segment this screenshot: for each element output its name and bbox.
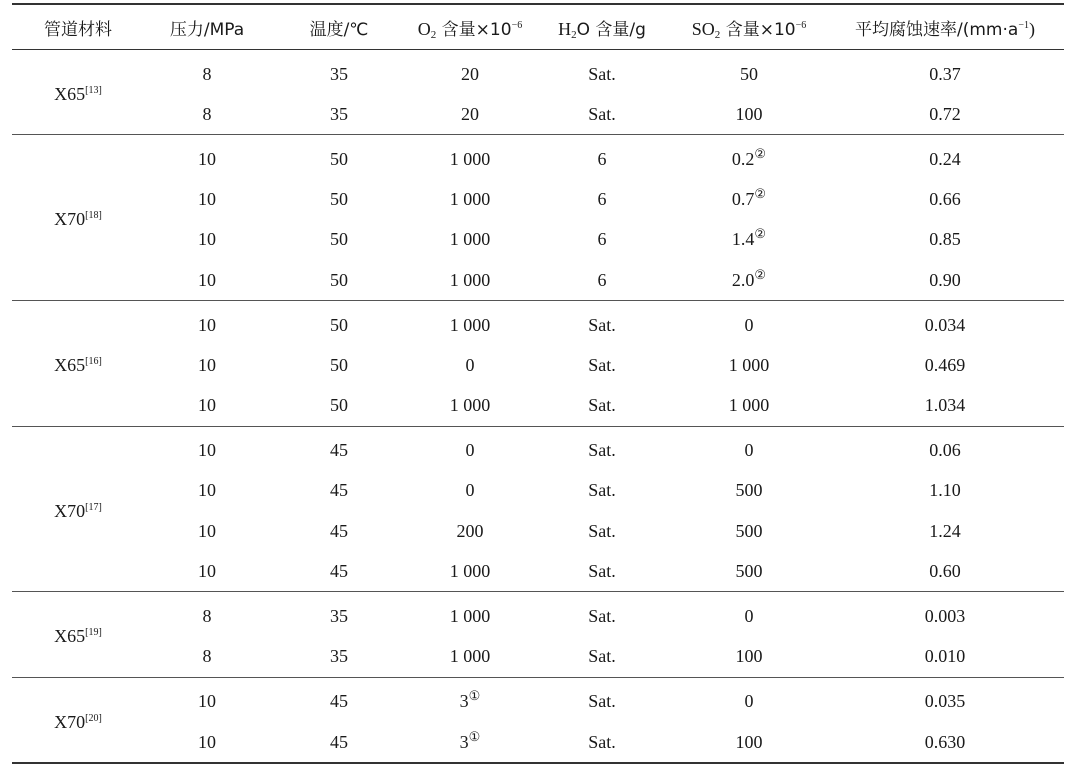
table-row <box>12 180 1064 220</box>
temperature-value: 45 <box>330 440 348 461</box>
so2-content-cell <box>672 260 826 301</box>
h2o-content-value: Sat. <box>588 606 616 627</box>
o2-content-value: 0 <box>465 480 475 501</box>
table-group <box>12 301 1064 427</box>
corrosion-rate-value: 1.034 <box>924 395 966 416</box>
pressure-value: 10 <box>198 314 216 335</box>
h2o-content-value: 6 <box>597 189 607 210</box>
header-pressure: 压力/MPa <box>144 4 270 50</box>
table-row <box>12 386 1064 427</box>
pressure-value: 10 <box>198 269 216 290</box>
o2-content-cell <box>408 345 532 385</box>
table-row <box>12 220 1064 260</box>
pressure-value: 10 <box>198 229 216 250</box>
pressure-cell <box>144 220 270 260</box>
temperature-value: 45 <box>330 560 348 581</box>
temperature-cell <box>270 426 408 471</box>
corrosion-rate-cell <box>826 220 1064 260</box>
table-header <box>12 4 1064 50</box>
corrosion-rate-value: 0.85 <box>929 229 961 250</box>
corrosion-rate-value: 0.24 <box>929 148 961 169</box>
temperature-cell <box>270 722 408 763</box>
pressure-cell <box>144 345 270 385</box>
temperature-value: 50 <box>330 354 348 375</box>
so2-content-cell <box>672 722 826 763</box>
temperature-value: 35 <box>330 606 348 627</box>
so2-content-cell <box>672 677 826 722</box>
so2-content-value: 0.7 <box>731 189 755 210</box>
so2-content-value: 500 <box>735 480 763 501</box>
pressure-cell <box>144 426 270 471</box>
h2o-content-value: Sat. <box>588 480 616 501</box>
reference-citation: [16] <box>85 355 102 367</box>
header-temperature: 温度/℃ <box>270 4 408 50</box>
h2o-content-cell <box>532 677 672 722</box>
corrosion-rate-cell <box>826 301 1064 346</box>
temperature-value: 45 <box>330 691 348 712</box>
corrosion-rate-cell <box>826 637 1064 678</box>
corrosion-rate-cell <box>826 260 1064 301</box>
h2o-content-cell <box>532 135 672 180</box>
material-name: X65 <box>54 626 86 647</box>
h2o-content-cell <box>532 426 672 471</box>
temperature-cell <box>270 471 408 511</box>
h2o-content-value: Sat. <box>588 314 616 335</box>
temperature-value: 35 <box>330 646 348 667</box>
header-corrosion-rate: 平均腐蚀速率$/(mm\cdot a^{-1})$ <box>826 4 1064 50</box>
h2o-content-value: 6 <box>597 229 607 250</box>
pressure-value: 8 <box>202 606 212 627</box>
temperature-cell <box>270 301 408 346</box>
o2-content-value: 1 000 <box>449 560 491 581</box>
table-row <box>12 637 1064 678</box>
table-row <box>12 722 1064 763</box>
o2-content-value: 20 <box>461 63 479 84</box>
o2-content-value: 1 000 <box>449 189 491 210</box>
temperature-value: 50 <box>330 189 348 210</box>
temperature-cell <box>270 592 408 637</box>
pressure-value: 10 <box>198 560 216 581</box>
pressure-cell <box>144 511 270 551</box>
o2-content-cell <box>408 722 532 763</box>
so2-content-value: 0 <box>744 606 754 627</box>
temperature-value: 50 <box>330 148 348 169</box>
table-group <box>12 592 1064 677</box>
so2-content-cell <box>672 220 826 260</box>
pressure-value: 10 <box>198 480 216 501</box>
reference-citation: [17] <box>85 501 102 513</box>
h2o-content-cell <box>532 94 672 135</box>
footnote-marker: ② <box>754 145 767 161</box>
corrosion-rate-value: 1.24 <box>929 520 961 541</box>
o2-content-cell <box>408 471 532 511</box>
o2-content-value: 1 000 <box>449 646 491 667</box>
table-row <box>12 511 1064 551</box>
so2-content-cell <box>672 551 826 592</box>
h2o-content-cell <box>532 180 672 220</box>
reference-citation: [20] <box>85 712 102 724</box>
corrosion-rate-cell <box>826 592 1064 637</box>
table-group <box>12 677 1064 763</box>
pressure-cell <box>144 471 270 511</box>
so2-content-cell <box>672 511 826 551</box>
material-name: X65 <box>54 83 86 104</box>
material-name: X70 <box>54 500 86 521</box>
corrosion-data-table <box>12 3 1064 764</box>
h2o-content-value: Sat. <box>588 63 616 84</box>
so2-content-value: 0 <box>744 314 754 335</box>
so2-content-value: 100 <box>735 646 763 667</box>
pressure-cell <box>144 94 270 135</box>
o2-content-value: 0 <box>465 354 475 375</box>
o2-content-value: 1 000 <box>449 229 491 250</box>
o2-content-value: 1 000 <box>449 395 491 416</box>
corrosion-rate-cell <box>826 135 1064 180</box>
corrosion-rate-cell <box>826 426 1064 471</box>
pressure-cell <box>144 551 270 592</box>
so2-content-value: 100 <box>735 103 763 124</box>
temperature-cell <box>270 637 408 678</box>
header-h2o-content: $H_2O$ 含量/g <box>532 4 672 50</box>
pressure-cell <box>144 386 270 427</box>
pressure-cell <box>144 301 270 346</box>
so2-content-cell <box>672 301 826 346</box>
table-row <box>12 677 1064 722</box>
table-row <box>12 301 1064 346</box>
h2o-content-value: 6 <box>597 269 607 290</box>
header-o2-content: $O_2$ 含量$\times 10^{-6}$ <box>408 4 532 50</box>
corrosion-rate-value: 0.60 <box>929 560 961 581</box>
temperature-cell <box>270 220 408 260</box>
temperature-cell <box>270 180 408 220</box>
temperature-cell <box>270 511 408 551</box>
o2-content-value: 20 <box>461 103 479 124</box>
o2-content-value: 1 000 <box>449 314 491 335</box>
pressure-cell <box>144 637 270 678</box>
o2-content-value: 1 000 <box>449 269 491 290</box>
h2o-content-cell <box>532 386 672 427</box>
material-name: X65 <box>54 354 86 375</box>
o2-content-cell <box>408 637 532 678</box>
pressure-value: 10 <box>198 354 216 375</box>
h2o-content-cell <box>532 301 672 346</box>
footnote-marker: ② <box>754 186 767 202</box>
so2-content-cell <box>672 180 826 220</box>
footnote-marker: ② <box>754 266 767 282</box>
table-group <box>12 50 1064 135</box>
h2o-content-value: Sat. <box>588 646 616 667</box>
header-row <box>12 4 1064 50</box>
corrosion-rate-cell <box>826 180 1064 220</box>
temperature-value: 45 <box>330 731 348 752</box>
so2-content-value: 1.4 <box>731 229 755 250</box>
material-cell <box>12 592 144 677</box>
so2-content-cell <box>672 426 826 471</box>
corrosion-rate-value: 0.034 <box>924 314 966 335</box>
corrosion-rate-cell <box>826 345 1064 385</box>
reference-citation: [18] <box>85 210 102 222</box>
footnote-marker: ① <box>468 728 481 744</box>
o2-content-cell <box>408 94 532 135</box>
table-row <box>12 592 1064 637</box>
corrosion-rate-cell <box>826 677 1064 722</box>
pressure-value: 8 <box>202 63 212 84</box>
pressure-cell <box>144 135 270 180</box>
footnote-marker: ① <box>468 688 481 704</box>
corrosion-rate-cell <box>826 50 1064 95</box>
so2-content-value: 0 <box>744 691 754 712</box>
corrosion-rate-cell <box>826 511 1064 551</box>
o2-content-cell <box>408 135 532 180</box>
so2-content-cell <box>672 386 826 427</box>
o2-content-value: 1 000 <box>449 606 491 627</box>
corrosion-rate-value: 0.003 <box>924 606 966 627</box>
o2-content-cell <box>408 50 532 95</box>
material-name: X70 <box>54 209 86 230</box>
corrosion-rate-value: 0.72 <box>929 103 961 124</box>
o2-content-value: 200 <box>456 520 484 541</box>
material-cell <box>12 301 144 427</box>
so2-content-value: 500 <box>735 520 763 541</box>
o2-content-cell <box>408 511 532 551</box>
h2o-content-cell <box>532 471 672 511</box>
pressure-cell <box>144 722 270 763</box>
temperature-cell <box>270 345 408 385</box>
reference-citation: [19] <box>85 627 102 639</box>
material-name: X70 <box>54 711 86 732</box>
o2-content-cell <box>408 386 532 427</box>
table-row <box>12 50 1064 95</box>
table-row <box>12 94 1064 135</box>
h2o-content-value: Sat. <box>588 103 616 124</box>
o2-content-cell <box>408 551 532 592</box>
so2-content-value: 1 000 <box>728 354 770 375</box>
pressure-cell <box>144 677 270 722</box>
so2-content-cell <box>672 94 826 135</box>
pressure-value: 8 <box>202 646 212 667</box>
h2o-content-value: 6 <box>597 148 607 169</box>
o2-content-value: 0 <box>465 440 475 461</box>
corrosion-rate-value: 0.010 <box>924 646 966 667</box>
header-so2-content: $SO_2$ 含量$\times 10^{-6}$ <box>672 4 826 50</box>
so2-content-cell <box>672 345 826 385</box>
so2-content-value: 2.0 <box>731 269 755 290</box>
corrosion-rate-value: 0.630 <box>924 731 966 752</box>
temperature-cell <box>270 94 408 135</box>
table-row <box>12 426 1064 471</box>
o2-content-cell <box>408 592 532 637</box>
so2-content-value: 0.2 <box>731 148 755 169</box>
temperature-cell <box>270 260 408 301</box>
corrosion-rate-cell <box>826 722 1064 763</box>
h2o-content-value: Sat. <box>588 560 616 581</box>
so2-content-cell <box>672 471 826 511</box>
so2-content-value: 500 <box>735 560 763 581</box>
so2-content-cell <box>672 592 826 637</box>
corrosion-rate-cell <box>826 94 1064 135</box>
table-group <box>12 426 1064 592</box>
h2o-content-value: Sat. <box>588 731 616 752</box>
h2o-content-value: Sat. <box>588 440 616 461</box>
corrosion-rate-value: 1.10 <box>929 480 961 501</box>
corrosion-rate-value: 0.035 <box>924 691 966 712</box>
h2o-content-cell <box>532 50 672 95</box>
pressure-value: 10 <box>198 395 216 416</box>
temperature-value: 50 <box>330 314 348 335</box>
o2-content-cell <box>408 677 532 722</box>
table-row <box>12 345 1064 385</box>
o2-content-value: 3 <box>459 691 469 712</box>
corrosion-rate-value: 0.37 <box>929 63 961 84</box>
so2-content-value: 1 000 <box>728 395 770 416</box>
pressure-value: 10 <box>198 148 216 169</box>
h2o-content-cell <box>532 551 672 592</box>
temperature-cell <box>270 50 408 95</box>
corrosion-rate-cell <box>826 551 1064 592</box>
pressure-value: 10 <box>198 520 216 541</box>
so2-content-value: 100 <box>735 731 763 752</box>
temperature-value: 50 <box>330 395 348 416</box>
h2o-content-value: Sat. <box>588 520 616 541</box>
so2-content-cell <box>672 50 826 95</box>
corrosion-rate-value: 0.90 <box>929 269 961 290</box>
pressure-value: 10 <box>198 691 216 712</box>
pressure-cell <box>144 592 270 637</box>
h2o-content-cell <box>532 637 672 678</box>
temperature-value: 45 <box>330 520 348 541</box>
pressure-cell <box>144 50 270 95</box>
temperature-cell <box>270 135 408 180</box>
table-row <box>12 471 1064 511</box>
pressure-cell <box>144 180 270 220</box>
material-cell <box>12 135 144 301</box>
table-group <box>12 135 1064 301</box>
table-row <box>12 135 1064 180</box>
o2-content-cell <box>408 426 532 471</box>
h2o-content-cell <box>532 220 672 260</box>
material-cell <box>12 426 144 592</box>
temperature-value: 35 <box>330 63 348 84</box>
temperature-value: 45 <box>330 480 348 501</box>
pressure-value: 10 <box>198 731 216 752</box>
o2-content-cell <box>408 180 532 220</box>
o2-content-cell <box>408 301 532 346</box>
h2o-content-cell <box>532 592 672 637</box>
so2-content-cell <box>672 637 826 678</box>
h2o-content-cell <box>532 345 672 385</box>
corrosion-rate-cell <box>826 471 1064 511</box>
temperature-cell <box>270 677 408 722</box>
material-cell <box>12 677 144 763</box>
so2-content-value: 50 <box>740 63 758 84</box>
temperature-value: 50 <box>330 269 348 290</box>
corrosion-rate-value: 0.06 <box>929 440 961 461</box>
pressure-value: 10 <box>198 440 216 461</box>
reference-citation: [13] <box>85 84 102 96</box>
temperature-value: 50 <box>330 229 348 250</box>
pressure-cell <box>144 260 270 301</box>
temperature-value: 35 <box>330 103 348 124</box>
h2o-content-cell <box>532 511 672 551</box>
h2o-content-value: Sat. <box>588 395 616 416</box>
corrosion-rate-value: 0.469 <box>924 354 966 375</box>
pressure-value: 8 <box>202 103 212 124</box>
o2-content-cell <box>408 220 532 260</box>
corrosion-rate-value: 0.66 <box>929 189 961 210</box>
so2-content-cell <box>672 135 826 180</box>
o2-content-value: 1 000 <box>449 148 491 169</box>
pressure-value: 10 <box>198 189 216 210</box>
material-cell <box>12 50 144 135</box>
h2o-content-value: Sat. <box>588 691 616 712</box>
header-material: 管道材料 <box>12 4 144 50</box>
temperature-cell <box>270 386 408 427</box>
so2-content-value: 0 <box>744 440 754 461</box>
h2o-content-cell <box>532 722 672 763</box>
table-row <box>12 260 1064 301</box>
temperature-cell <box>270 551 408 592</box>
table-row <box>12 551 1064 592</box>
h2o-content-cell <box>532 260 672 301</box>
corrosion-rate-cell <box>826 386 1064 427</box>
footnote-marker: ② <box>754 226 767 242</box>
h2o-content-value: Sat. <box>588 354 616 375</box>
o2-content-cell <box>408 260 532 301</box>
o2-content-value: 3 <box>459 731 469 752</box>
